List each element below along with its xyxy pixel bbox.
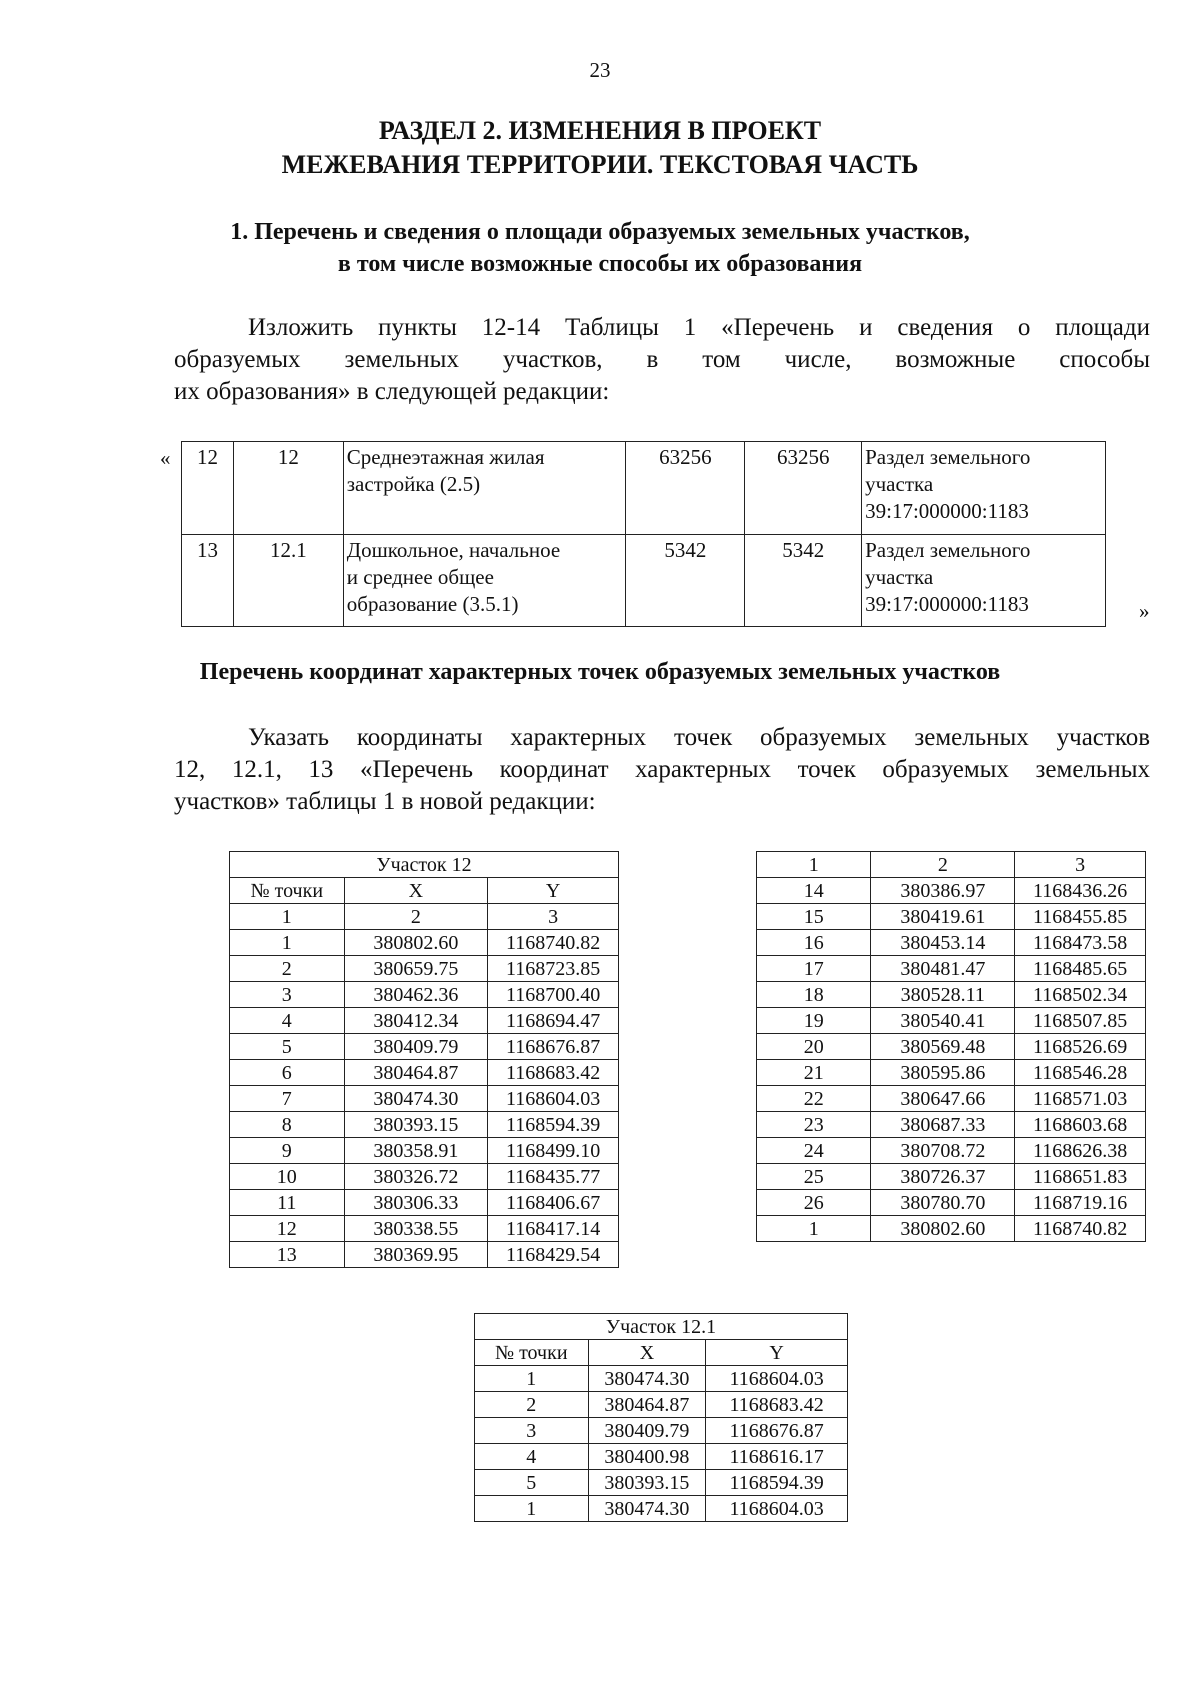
table-row [757, 930, 1146, 956]
table-body [230, 930, 619, 1268]
coords-table-12-continued [756, 851, 1146, 1242]
coord-y: 1168435.77 [488, 1164, 619, 1190]
coord-y: 1168740.82 [1015, 1216, 1146, 1242]
coord-x: 380708.72 [871, 1138, 1015, 1164]
point-number: 18 [757, 982, 871, 1008]
parcel-area: 5342 [626, 535, 745, 627]
section-title-line2: МЕЖЕВАНИЯ ТЕРРИТОРИИ. ТЕКСТОВАЯ ЧАСТЬ [281, 150, 919, 179]
coord-x: 380369.95 [344, 1242, 488, 1268]
point-number: 11 [230, 1190, 345, 1216]
coord-y: 1168694.47 [488, 1008, 619, 1034]
coord-y: 1168740.82 [488, 930, 619, 956]
coord-y: 1168502.34 [1015, 982, 1146, 1008]
coord-x: 380326.72 [344, 1164, 488, 1190]
point-number: 1 [230, 930, 345, 956]
table-row [230, 1216, 619, 1242]
point-number: 16 [757, 930, 871, 956]
point-number: 1 [757, 1216, 871, 1242]
point-number: 26 [757, 1190, 871, 1216]
table-row [757, 982, 1146, 1008]
column-index: 3 [1015, 852, 1146, 878]
coord-x: 380358.91 [344, 1138, 488, 1164]
coord-y: 1168604.03 [488, 1086, 619, 1112]
subsection-title-line2: в том числе возможные способы их образования [337, 251, 863, 277]
coord-y: 1168616.17 [706, 1444, 848, 1470]
table-row [182, 442, 1106, 535]
paragraph-line: участков» таблицы 1 в новой редакции: [174, 788, 596, 815]
table-row [757, 878, 1146, 904]
point-number: 13 [230, 1242, 345, 1268]
table-row [182, 535, 1106, 627]
parcel-formation-method: Раздел земельного участка 39:17:000000:1183 [862, 442, 1106, 535]
table-header-row [475, 1340, 848, 1366]
point-number: 2 [475, 1392, 589, 1418]
coord-x: 380419.61 [871, 904, 1015, 930]
column-index: 3 [488, 904, 619, 930]
parcel-land-use: Среднеэтажная жилая застройка (2.5) [343, 442, 626, 535]
table-row [757, 1112, 1146, 1138]
table-header-row [230, 878, 619, 904]
table-row [230, 1164, 619, 1190]
coords-table-12 [229, 851, 619, 1268]
column-index: 1 [757, 852, 871, 878]
point-number: 20 [757, 1034, 871, 1060]
coord-x: 380802.60 [871, 1216, 1015, 1242]
coord-x: 380481.47 [871, 956, 1015, 982]
coord-y: 1168417.14 [488, 1216, 619, 1242]
table-caption-row [475, 1314, 848, 1340]
table-row [230, 1190, 619, 1216]
table-row [475, 1392, 848, 1418]
point-number: 3 [475, 1418, 589, 1444]
coord-y: 1168571.03 [1015, 1086, 1146, 1112]
coord-x: 380400.98 [588, 1444, 706, 1470]
coord-x: 380474.30 [588, 1366, 706, 1392]
coord-y: 1168507.85 [1015, 1008, 1146, 1034]
quote-open-mark: « [160, 446, 171, 470]
table-row [757, 1164, 1146, 1190]
column-header: № точки [230, 878, 345, 904]
parcel-area-2: 5342 [745, 535, 862, 627]
page-number: 23 [589, 58, 611, 82]
table-body [757, 878, 1146, 1242]
coord-x: 380462.36 [344, 982, 488, 1008]
table-row [230, 1060, 619, 1086]
parcels-table [181, 441, 1106, 627]
coord-y: 1168604.03 [706, 1366, 848, 1392]
table-caption: Участок 12.1 [475, 1314, 848, 1340]
table-row [475, 1470, 848, 1496]
point-number: 14 [757, 878, 871, 904]
coord-y: 1168546.28 [1015, 1060, 1146, 1086]
coord-x: 380474.30 [588, 1496, 706, 1522]
parcel-area: 63256 [626, 442, 745, 535]
coord-x: 380780.70 [871, 1190, 1015, 1216]
coords-table-12-1 [474, 1313, 848, 1522]
section-title-line1: РАЗДЕЛ 2. ИЗМЕНЕНИЯ В ПРОЕКТ [378, 116, 822, 145]
table-row [230, 982, 619, 1008]
table-row [757, 904, 1146, 930]
coord-y: 1168626.38 [1015, 1138, 1146, 1164]
column-index: 2 [344, 904, 488, 930]
table-caption: Участок 12 [230, 852, 619, 878]
point-number: 3 [230, 982, 345, 1008]
table-row [757, 956, 1146, 982]
table-row [230, 930, 619, 956]
coord-x: 380802.60 [344, 930, 488, 956]
coord-y: 1168676.87 [706, 1418, 848, 1444]
coord-x: 380306.33 [344, 1190, 488, 1216]
point-number: 6 [230, 1060, 345, 1086]
point-number: 25 [757, 1164, 871, 1190]
table-row [230, 1112, 619, 1138]
table-row [757, 1190, 1146, 1216]
table-row [230, 1034, 619, 1060]
point-number: 17 [757, 956, 871, 982]
coord-x: 380464.87 [588, 1392, 706, 1418]
point-number: 10 [230, 1164, 345, 1190]
point-number: 1 [475, 1366, 589, 1392]
coord-x: 380726.37 [871, 1164, 1015, 1190]
coord-x: 380687.33 [871, 1112, 1015, 1138]
parcel-area-2: 63256 [745, 442, 862, 535]
coord-y: 1168594.39 [488, 1112, 619, 1138]
point-number: 5 [230, 1034, 345, 1060]
coord-x: 380659.75 [344, 956, 488, 982]
coord-y: 1168604.03 [706, 1496, 848, 1522]
coord-y: 1168436.26 [1015, 878, 1146, 904]
column-header: X [344, 878, 488, 904]
column-header: X [588, 1340, 706, 1366]
coord-x: 380393.15 [344, 1112, 488, 1138]
point-number: 21 [757, 1060, 871, 1086]
table-row [230, 1242, 619, 1268]
coord-y: 1168719.16 [1015, 1190, 1146, 1216]
coord-x: 380474.30 [344, 1086, 488, 1112]
point-number: 12 [230, 1216, 345, 1242]
paragraph-line: 12, 12.1, 13 «Перечень координат характерных точек образуемых земельных [174, 756, 1150, 783]
paragraph-line: Изложить пункты 12-14 Таблицы 1 «Перечень и сведения о площади [248, 314, 1150, 341]
point-number: 19 [757, 1008, 871, 1034]
parcel-number: 13 [182, 535, 234, 627]
table-row [757, 1086, 1146, 1112]
coord-y: 1168700.40 [488, 982, 619, 1008]
coord-y: 1168676.87 [488, 1034, 619, 1060]
point-number: 1 [475, 1496, 589, 1522]
point-number: 7 [230, 1086, 345, 1112]
point-number: 4 [230, 1008, 345, 1034]
coord-x: 380409.79 [344, 1034, 488, 1060]
table-row [230, 1138, 619, 1164]
column-header: № точки [475, 1340, 589, 1366]
coord-y: 1168683.42 [706, 1392, 848, 1418]
table-row [757, 1034, 1146, 1060]
coord-x: 380338.55 [344, 1216, 488, 1242]
coord-x: 380409.79 [588, 1418, 706, 1444]
coord-y: 1168473.58 [1015, 930, 1146, 956]
quote-close-mark: » [1139, 599, 1150, 623]
coord-y: 1168455.85 [1015, 904, 1146, 930]
table-row [230, 956, 619, 982]
parcel-designation: 12 [233, 442, 343, 535]
column-index: 1 [230, 904, 345, 930]
column-header: Y [706, 1340, 848, 1366]
coordinates-title: Перечень координат характерных точек образуемых земельных участков [199, 659, 1001, 685]
parcel-land-use: Дошкольное, начальное и среднее общее образование (3.5.1) [343, 535, 626, 627]
coord-y: 1168485.65 [1015, 956, 1146, 982]
coord-y: 1168499.10 [488, 1138, 619, 1164]
table-row [230, 1086, 619, 1112]
table-row [757, 1008, 1146, 1034]
table-row [475, 1444, 848, 1470]
coord-x: 380393.15 [588, 1470, 706, 1496]
paragraph-line: их образования» в следующей редакции: [174, 378, 610, 405]
point-number: 9 [230, 1138, 345, 1164]
point-number: 4 [475, 1444, 589, 1470]
coord-x: 380386.97 [871, 878, 1015, 904]
point-number: 22 [757, 1086, 871, 1112]
point-number: 2 [230, 956, 345, 982]
point-number: 24 [757, 1138, 871, 1164]
coord-x: 380540.41 [871, 1008, 1015, 1034]
table-row [230, 1008, 619, 1034]
subsection-title-line1: 1. Перечень и сведения о площади образуемых земельных участков, [230, 219, 970, 245]
coord-y: 1168429.54 [488, 1242, 619, 1268]
paragraph-amend-items [174, 312, 1150, 408]
point-number: 8 [230, 1112, 345, 1138]
coord-y: 1168603.68 [1015, 1112, 1146, 1138]
table-caption-row [230, 852, 619, 878]
paragraph-line: Указать координаты характерных точек образуемых земельных участков [248, 724, 1150, 751]
coord-y: 1168651.83 [1015, 1164, 1146, 1190]
table-row [475, 1418, 848, 1444]
point-number: 15 [757, 904, 871, 930]
coord-x: 380412.34 [344, 1008, 488, 1034]
table-row [757, 1060, 1146, 1086]
coord-x: 380453.14 [871, 930, 1015, 956]
table-row [757, 1216, 1146, 1242]
coord-y: 1168406.67 [488, 1190, 619, 1216]
coord-x: 380464.87 [344, 1060, 488, 1086]
parcel-formation-method: Раздел земельного участка 39:17:000000:1183 [862, 535, 1106, 627]
parcel-number: 12 [182, 442, 234, 535]
table-row [475, 1366, 848, 1392]
coord-x: 380569.48 [871, 1034, 1015, 1060]
paragraph-line: образуемых земельных участков, в том числе, возможные способы [174, 346, 1150, 373]
table-index-row [230, 904, 619, 930]
table-index-row [757, 852, 1146, 878]
table-row [475, 1496, 848, 1522]
coord-x: 380647.66 [871, 1086, 1015, 1112]
column-header: Y [488, 878, 619, 904]
coord-y: 1168723.85 [488, 956, 619, 982]
table-body [475, 1366, 848, 1522]
coord-y: 1168683.42 [488, 1060, 619, 1086]
column-index: 2 [871, 852, 1015, 878]
parcel-designation: 12.1 [233, 535, 343, 627]
coord-y: 1168594.39 [706, 1470, 848, 1496]
coord-x: 380595.86 [871, 1060, 1015, 1086]
table-row [757, 1138, 1146, 1164]
point-number: 5 [475, 1470, 589, 1496]
coord-y: 1168526.69 [1015, 1034, 1146, 1060]
coord-x: 380528.11 [871, 982, 1015, 1008]
paragraph-coordinates [174, 722, 1150, 818]
point-number: 23 [757, 1112, 871, 1138]
